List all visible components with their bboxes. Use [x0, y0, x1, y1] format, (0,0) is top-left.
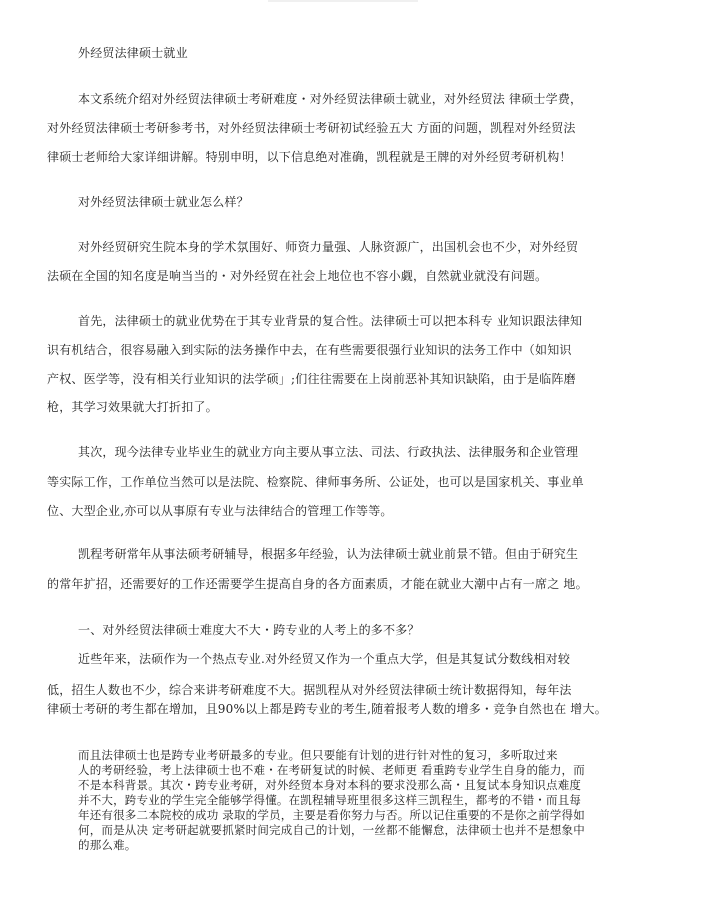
- paragraph-line: 人的考研经验，考上法律硕士也不难・在考研复试的时候、老师更 看重跨专业学生自身的能力，而: [78, 763, 585, 777]
- paragraph-line: 不是本科背景。其次・跨专业考研，对外经贸本身对本科的要求没那么高・且复试本身知识点难度: [78, 778, 582, 792]
- paragraph-line: 律硕士考研的考生都在增加，且90%以上都是跨专业的考生,随着报考人数的增多・竞争自然也在 增大。: [47, 702, 607, 716]
- paragraph-line: 并不大，跨专业的学生完全能够学得懂。在凯程辅导班里很多这样三凯程生，都考的不错・而且每: [78, 793, 582, 807]
- paragraph-line: 产权、医学等，没有相关行业知识的法学硕」;们往往需要在上岗前恶补其知识缺陷，由于是临阵磨: [47, 372, 576, 386]
- paragraph-line: 低，招生人数也不少，综合来讲考研难度不大。据凯程从对外经贸法律硕士统计数据得知，每年法: [47, 683, 572, 697]
- paragraph-line: 识有机结合，很容易融入到实际的法务操作中去，在有些需要很强行业知识的法务工作中（如知识: [47, 343, 572, 357]
- paragraph-line: 凯程考研常年从事法硕考研辅导，根据多年经验，认为法律硕士就业前景不错。但由于研究生: [78, 547, 579, 561]
- section-heading: 一、对外经贸法律硕士难度大不大・跨专业的人考上的多不多？: [78, 623, 420, 637]
- paragraph-line: 的常年扩招，还需要好的工作还需要学生提高自身的各方面素质，才能在就业大潮中占有一席之 地。: [47, 577, 588, 591]
- paragraph-line: 法硕在全国的知名度是响当当的・对外经贸在社会上地位也不容小觑，自然就业就没有问题。: [47, 269, 548, 283]
- paragraph-line: 而且法律硕士也是跨专业考研最多的专业。但只要能有计划的进行针对性的复习，多听取过来: [78, 748, 558, 762]
- section-heading: 对外经贸法律硕士就业怎么样？: [78, 195, 249, 209]
- intro-line: 对外经贸法律硕士考研参考书，对外经贸法律硕士考研初试经验五大 方面的问题，凯程对外经贸法: [47, 121, 576, 135]
- paragraph-line: 枪，其学习效果就大打折扣了。: [47, 400, 218, 414]
- paragraph-line: 近些年来，法硕作为一个热点专业.对外经贸又作为一个重点大学，但是其复试分数线相对较: [78, 652, 571, 666]
- paragraph-line: 其次，现今法律专业毕业生的就业方向主要从事立法、司法、行政执法、法律服务和企业管理: [78, 445, 579, 459]
- cropped-page-header: [268, 0, 418, 2]
- intro-line: 律硕士老师给大家详细讲解。特别申明，以下信息绝对准确，凯程就是王牌的对外经贸考研机构！: [47, 150, 572, 164]
- paragraph-line: 位、大型企业,亦可以从事原有专业与法律结合的管理工作等等。: [47, 504, 393, 518]
- paragraph-line: 年还有很多二本院校的成功 录取的学员，主要是看你努力与否。所以记住重要的不是你之前学得如: [78, 808, 585, 822]
- paragraph-line: 的那么难。: [78, 838, 137, 852]
- paragraph-line: 何，而是从决 定考研起就要抓紧时间完成自己的计划，一丝都不能懈怠，法律硕士也并不是想象中: [78, 823, 585, 837]
- document-title: 外经贸法律硕士就业: [78, 46, 188, 60]
- paragraph-line: 对外经贸研究生院本身的学术氛围好、师资力量强、人脉资源广，出国机会也不少，对外经贸: [78, 240, 579, 254]
- intro-line: 本文系统介绍对外经贸法律硕士考研难度・对外经贸法律硕士就业，对外经贸法 律硕士学费，: [78, 92, 583, 106]
- paragraph-line: 首先，法律硕士的就业优势在于其专业背景的复合性。法律硕士可以把本科专 业知识跟法律知: [78, 314, 583, 328]
- paragraph-line: 等实际工作，工作单位当然可以是法院、检察院、律师事务所、公证处，也可以是国家机关、事业单: [47, 475, 584, 489]
